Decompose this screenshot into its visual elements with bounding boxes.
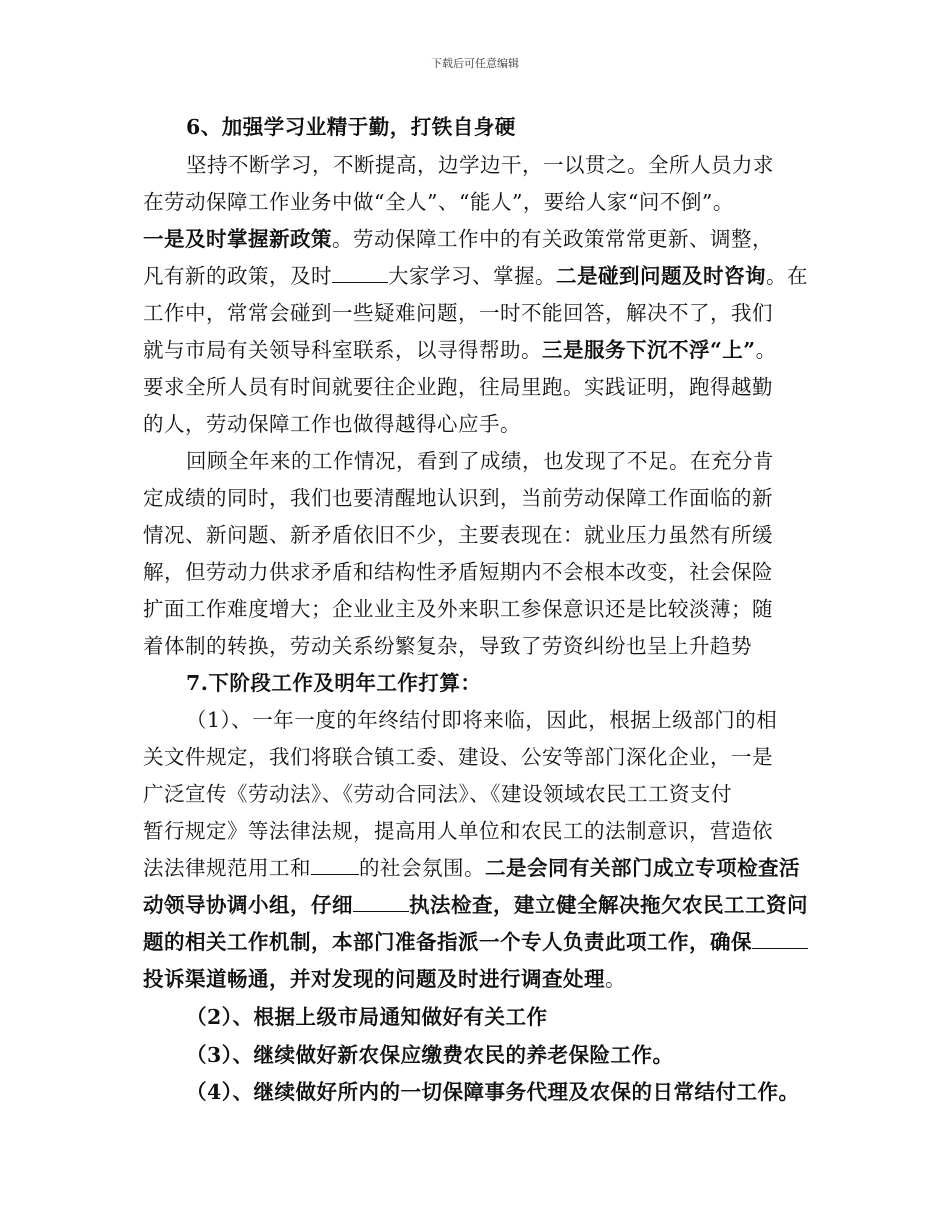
paragraph-line: 题的相关工作机制，本部门准备指派一个专人负责此项工作，确保 [143,927,808,957]
paragraph-line: 投诉渠道畅通，并对发现的问题及时进行调查处理。 [143,967,626,991]
paragraph-line: 解，但劳动力供求矛盾和结构性矛盾短期内不会根本改变，社会保险 [143,560,773,584]
paragraph-line: 扩面工作难度增大；企业业主及外来职工参保意识还是比较淡薄；随 [143,597,773,621]
paragraph-line: （1）、一年一度的年终结付即将来临，因此，根据上级部门的相 [186,708,778,732]
paragraph-line: 广泛宣传《劳动法》、《劳动合同法》、《建设领域农民工工资支付 [143,782,732,806]
paragraph-line: 情况、新问题、新矛盾依旧不少，主要表现在：就业压力虽然有所缓 [143,523,773,547]
paragraph-line: 凡有新的政策，及时 大家学习、掌握。二是碰到问题及时咨询。在 [143,264,808,288]
paragraph-line: 坚持不断学习，不断提高，边学边干，一以贯之。全所人员力求 [186,153,774,177]
heading-7: 7.下阶段工作及明年工作打算： [186,671,482,695]
list-item-4: （4）、继续做好所内的一切保障事务代理及农保的日常结付工作。 [186,1080,800,1104]
paragraph-line: 动领导协调小组，仔细 执法检查，建立健全解决拖欠农民工工资问 [143,893,808,917]
paragraph-line: 一是及时掌握新政策。劳动保障工作中的有关政策常常更新、调整， [143,227,773,251]
list-item-3: （3）、继续做好新农保应缴费农民的养老保险工作。 [186,1043,674,1067]
fill-blank [332,262,388,283]
paragraph-line: 的人，劳动保障工作也做得越得心应手。 [143,412,521,436]
paragraph-line: 要求全所人员有时间就要往企业跑，往局里跑。实践证明，跑得越勤 [143,375,773,399]
paragraph-line: 工作中，常常会碰到一些疑难问题，一时不能回答，解决不了，我们 [143,301,773,325]
paragraph-line: 回顾全年来的工作情况，看到了成绩，也发现了不足。在充分肯 [186,449,774,473]
paragraph-line: 暂行规定》等法律法规，提高用人单位和农民工的法制意识，营造依 [143,819,773,843]
paragraph-line: 关文件规定，我们将联合镇工委、建设、公安等部门深化企业，一是 [143,745,773,769]
fill-blank [752,928,808,949]
page-header: 下载后可任意编辑 [431,57,519,70]
paragraph-line: 在劳动保障工作业务中做“全人”、“能人”，要给人家“问不倒”。 [143,190,734,214]
paragraph-line: 着体制的转换，劳动关系纷繁复杂，导致了劳资纠纷也呈上升趋势 [143,634,752,658]
paragraph-line: 定成绩的同时，我们也要清醒地认识到，当前劳动保障工作面临的新 [143,486,773,510]
list-item-2: （2）、根据上级市局通知做好有关工作 [186,1005,548,1029]
heading-6: 6、加强学习业精于勤，打铁自身硬 [186,115,516,139]
fill-blank [311,854,359,875]
paragraph-line: 就与市局有关领导科室联系，以寻得帮助。三是服务下沉不浮“上”。 [143,338,777,362]
paragraph-line: 法法律规范用工和 的社会氛围。二是会同有关部门成立专项检查活 [143,856,800,880]
fill-blank [353,891,409,912]
